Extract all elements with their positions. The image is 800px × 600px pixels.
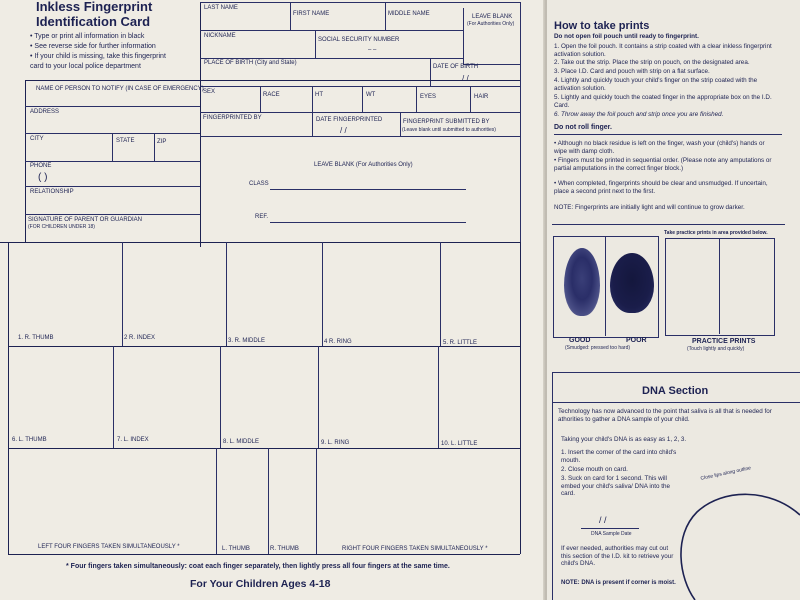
bullet-2: • See reverse side for further information [30,43,156,50]
grid-line [430,58,431,86]
bullet-4: card to your local police department [30,63,141,70]
grid-line [520,242,521,554]
zip-label: ZIP [157,139,167,145]
ht-label: HT [315,92,323,98]
notify-label: NAME OF PERSON TO NOTIFY (IN CASE OF EMERGENCY) [36,86,204,92]
grid-line [312,112,313,136]
leave-blank-authorities-label: LEAVE BLANK (For Authorities Only) [314,162,413,168]
grid-line [25,106,200,107]
practice-label: PRACTICE PRINTS [692,338,756,345]
grid-line [362,86,363,112]
ssn-label: SOCIAL SECURITY NUMBER [318,37,400,43]
r-thumb-label: R. THUMB [270,546,299,552]
dna-step-1: 1. Insert the corner of the card into child's mouth. [561,449,677,464]
phone-label: PHONE [30,163,52,169]
fingerprinted-by-label: FINGERPRINTED BY [203,115,262,121]
grid-line [315,30,316,58]
dna-authorities: If ever needed, authorities may cut out this section of the I.D. kit to retrieve your child's DNA. [561,545,674,567]
grid-line [440,242,441,346]
city-label: CITY [30,136,44,142]
grid-line [260,86,261,112]
grid-line [552,372,553,600]
grid-line [200,30,463,31]
poor-label: POOR [626,337,647,344]
grid-line [322,242,323,346]
finger-label-r-ring: 4 R. RING [324,339,352,345]
step-2: 2. Take out the strip. Place the strip on pouch, on the designated area. [554,59,750,66]
grid-line [200,58,463,59]
ref-label: REF. [255,214,269,220]
finger-label-l-middle: 8. L. MIDDLE [223,439,260,445]
card-title-line1: Inkless Fingerprint [36,0,153,14]
middle-name-label: MIDDLE NAME [388,11,430,17]
dna-step-3: 3. Suck on card for 1 second. This will embed your child's saliva/ DNA into the card. [561,475,671,497]
finger-label-r-little: 5. R. LITTLE [443,340,478,346]
relationship-label: RELATIONSHIP [30,189,74,195]
grid-line [463,8,464,64]
grid-line [112,133,113,161]
dna-divider [552,372,800,373]
grid-line [719,238,720,334]
grid-line [220,346,221,448]
note-darker: NOTE: Fingerprints are initially light and will continue to grow darker. [554,204,745,211]
grid-line [385,2,386,30]
address-label: ADDRESS [30,109,60,115]
grid-line [200,2,520,3]
instructions-subheading: Do not open foil pouch until ready to fingerprint. [554,33,699,40]
left-four-label: LEFT FOUR FINGERS TAKEN SIMULTANEOUSLY * [38,544,180,550]
divider [552,402,800,403]
for-authorities-label: (For Authorities Only) [467,21,515,27]
lip-outline-curve [681,494,800,600]
state-label: STATE [116,138,135,144]
finger-label-l-ring: 9. L. RING [321,440,350,446]
grid-line [8,242,9,554]
grid-line [416,86,417,112]
practice-header: Take practice prints in area provided below. [664,230,768,236]
grid-line [226,242,227,346]
grid-line [520,2,521,247]
nickname-label: NICKNAME [204,33,236,39]
finger-label-l-thumb: 6. L. THUMB [12,437,47,443]
bullet-1: • Type or print all information in black [30,33,145,40]
dob-slashes: / / [462,74,469,83]
grid-line [268,448,269,554]
divider [552,224,785,225]
signature-note: (FOR CHILDREN UNDER 18) [28,224,95,230]
good-print-image [564,248,600,316]
divider [554,134,782,135]
grid-line [25,214,200,215]
grid-line [605,236,606,336]
dna-date-line [581,528,639,529]
finger-label-r-index: 2 R. INDEX [124,335,156,341]
dna-taking: Taking your child's DNA is as easy as 1, 2, 3. [561,436,687,443]
grid-line [25,186,200,187]
grid-line [25,80,520,81]
step-3: 3. Place I.D. Card and pouch with strip on a flat surface. [554,68,710,75]
eyes-label: EYES [420,94,437,100]
practice-prints-box[interactable] [665,238,775,336]
dna-step-2: 2. Close mouth on card. [561,466,628,473]
close-lips-label: Close lips along outline [700,465,752,482]
grid-line [200,86,520,87]
note-2: • Fingers must be printed in sequential order. (Please note any amputations or partial amputations in the correct finger block.) [554,157,772,172]
grid-line [25,161,200,162]
finger-label-l-little: 10. L. LITTLE [441,441,478,447]
grid-line [8,448,520,449]
good-sub-label: (Smudged: pressed too hard) [565,345,631,351]
grid-line [312,86,313,112]
step-4: 4. Lightly and quickly touch your child's finger on the strip coated with the activation solution. [554,77,758,92]
do-not-roll: Do not roll finger. [554,124,612,131]
dna-intro: Technology has now advanced to the point that saliva is all that is needed for athorities to gather a DNA sample of your child. [558,408,772,423]
fp-submitted-label: FINGERPRINT SUBMITTED BY [403,119,490,125]
practice-sub-label: (Touch lightly and quickly) [687,346,745,352]
footnote: * Four fingers taken simultaneously: coat each finger separately, then lightly press all four fingers at the same time. [66,563,450,570]
wt-label: WT [366,92,376,98]
grid-line [318,346,319,448]
phone-parens: ( ) [38,172,48,183]
instructions-heading: How to take prints [554,20,650,32]
grid-line [470,86,471,112]
first-name-label: FIRST NAME [293,11,330,17]
place-of-birth-label: PLACE OF BIRTH (City and State) [204,60,297,66]
grid-line [200,2,201,247]
dna-heading: DNA Section [642,385,709,397]
fp-submitted-note: (Leave blank until submitted to authorities) [402,127,496,133]
instructions-panel [547,0,800,600]
grid-line [400,112,401,136]
ref-line [270,222,466,223]
race-label: RACE [263,92,280,98]
leave-blank-label: LEAVE BLANK [472,14,513,20]
bullet-3: • If your child is missing, take this fingerprint [30,53,166,60]
finger-label-r-thumb: 1. R. THUMB [18,335,54,341]
right-four-label: RIGHT FOUR FINGERS TAKEN SIMULTANEOUSLY * [342,546,488,552]
finger-label-r-middle: 3. R. MIDDLE [228,338,266,344]
date-of-birth-label: DATE OF BIRTH [433,64,479,70]
grid-line [216,448,217,554]
note-3: • When completed, fingerprints should be clear and unsmudged. If uncertain, place a second print next to the first. [554,180,768,195]
date-fingerprinted-label: DATE FINGERPRINTED [316,117,383,123]
class-label: CLASS [249,181,269,187]
grid-line [154,133,155,161]
step-1: 1. Open the foil pouch. It contains a strip coated with a clear inkless fingerprint activation solution. [554,43,772,58]
lip-outline [675,470,800,600]
finger-label-l-index: 7. L. INDEX [117,437,149,443]
card-title-line2: Identification Card [36,14,151,29]
grid-line [8,554,520,555]
grid-line [290,2,291,30]
good-label: GOOD [569,337,591,344]
grid-line [0,242,520,243]
last-name-label: LAST NAME [204,5,238,11]
dna-date-slashes: / / [599,515,607,525]
grid-line [200,112,520,113]
dna-date-label: DNA Sample Date [591,531,632,537]
dna-note: NOTE: DNA is present if corner is moist. [561,580,676,586]
step-6: 6. Throw away the foil pouch and strip once you are finished. [554,111,724,118]
note-1: • Although no black residue is left on the finger, wash your (child's) hands or wipe with damp cloth. [554,140,765,155]
grid-line [200,136,520,137]
grid-line [316,448,317,554]
ssn-dashes: – – [368,47,377,53]
signature-label: SIGNATURE OF PARENT OR GUARDIAN [28,217,143,223]
hair-label: HAIR [474,94,489,100]
grid-line [438,346,439,448]
step-5: 5. Lightly and quickly touch the coated finger in the appropriate box on the I.D. Card. [554,94,772,109]
grid-line [113,346,114,448]
date-fp-slashes: / / [340,126,347,135]
poor-print-image [610,253,654,313]
l-thumb-label: L. THUMB [222,546,250,552]
age-line: For Your Children Ages 4-18 [190,578,331,590]
sex-label: SEX [203,89,216,95]
class-line [270,189,466,190]
grid-line [122,242,123,346]
